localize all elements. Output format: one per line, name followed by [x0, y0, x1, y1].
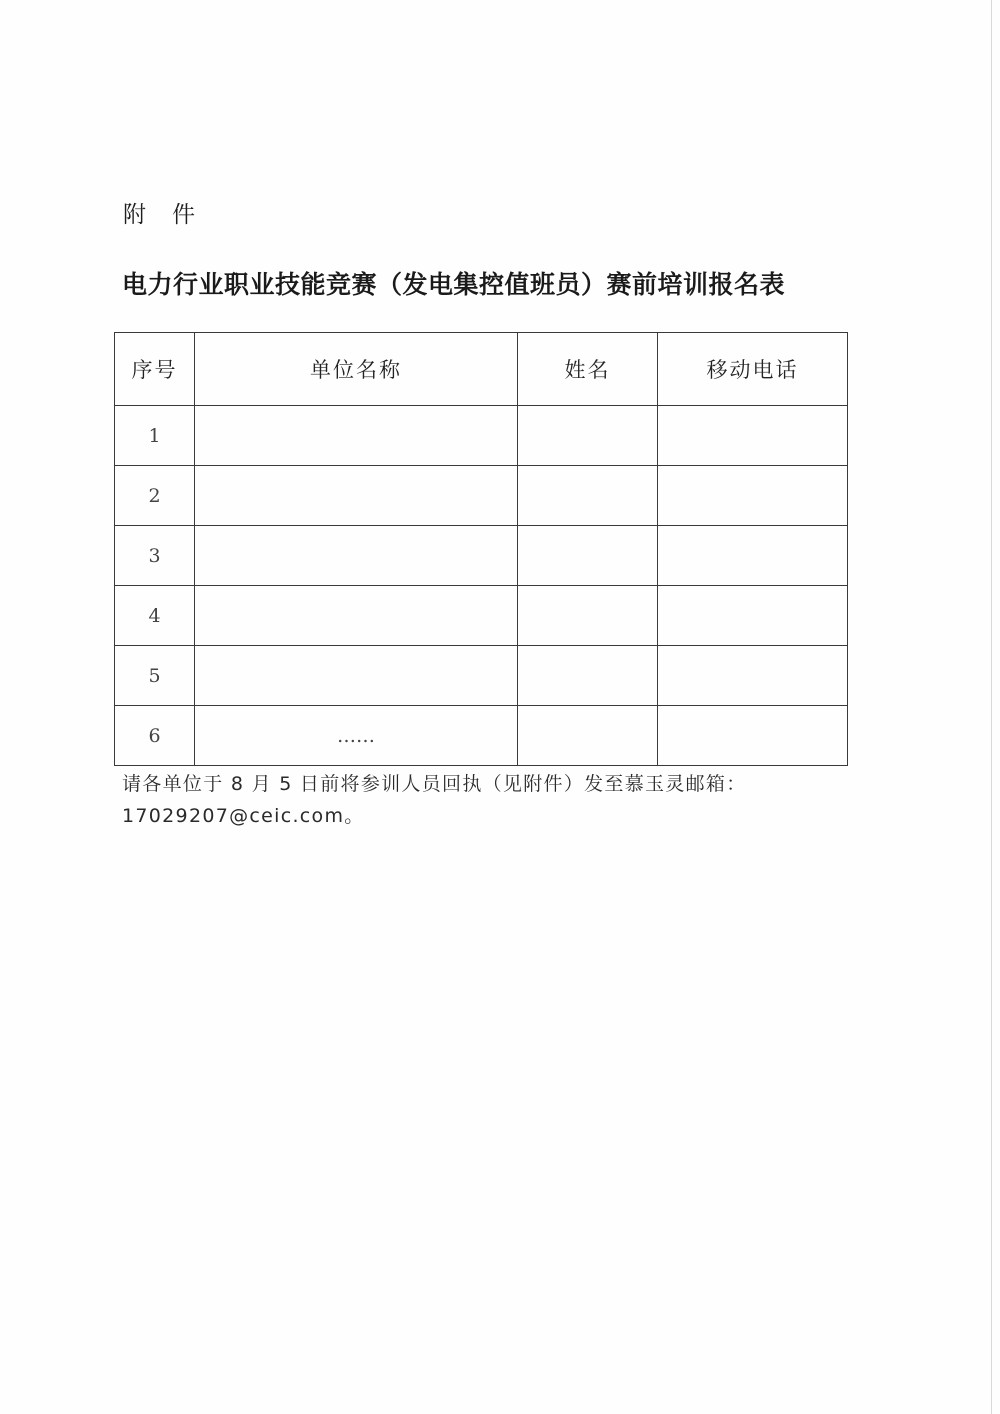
attachment-label: 附件 — [123, 202, 221, 228]
cell-mobile-phone — [658, 586, 848, 646]
table-row — [115, 466, 848, 526]
cell-person-name — [518, 706, 658, 766]
document-title: 电力行业职业技能竞赛（发电集控值班员）赛前培训报名表 — [122, 270, 786, 299]
cell-seq: 2 — [115, 466, 195, 526]
cell-seq: 6 — [115, 706, 195, 766]
cell-mobile-phone — [658, 406, 848, 466]
header-mobile-phone: 移动电话 — [658, 333, 848, 406]
table-row — [115, 526, 848, 586]
header-unit-name: 单位名称 — [195, 333, 518, 406]
header-seq: 序号 — [115, 333, 195, 406]
cell-mobile-phone — [658, 466, 848, 526]
submission-note — [122, 768, 862, 832]
cell-seq: 1 — [115, 406, 195, 466]
cell-person-name — [518, 646, 658, 706]
cell-unit-name — [195, 466, 518, 526]
cell-person-name — [518, 526, 658, 586]
cell-seq: 3 — [115, 526, 195, 586]
table-row — [115, 646, 848, 706]
cell-unit-name — [195, 406, 518, 466]
table-row — [115, 706, 848, 766]
cell-seq: 5 — [115, 646, 195, 706]
table-header-row — [115, 333, 848, 406]
registration-table — [114, 332, 848, 766]
cell-unit-name — [195, 586, 518, 646]
note-line-email: 17029207@ceic.com。 — [122, 805, 365, 827]
cell-unit-name — [195, 646, 518, 706]
cell-mobile-phone — [658, 646, 848, 706]
note-line-instructions: 请各单位于 8 月 5 日前将参训人员回执（见附件）发至慕玉灵邮箱： — [122, 773, 747, 795]
cell-person-name — [518, 406, 658, 466]
cell-unit-name — [195, 526, 518, 586]
cell-person-name — [518, 586, 658, 646]
header-person-name: 姓名 — [518, 333, 658, 406]
scan-edge-line — [991, 0, 992, 1414]
cell-mobile-phone — [658, 526, 848, 586]
cell-person-name — [518, 466, 658, 526]
cell-seq: 4 — [115, 586, 195, 646]
cell-mobile-phone — [658, 706, 848, 766]
table-row — [115, 586, 848, 646]
cell-unit-name: …… — [195, 706, 518, 766]
table-row — [115, 406, 848, 466]
